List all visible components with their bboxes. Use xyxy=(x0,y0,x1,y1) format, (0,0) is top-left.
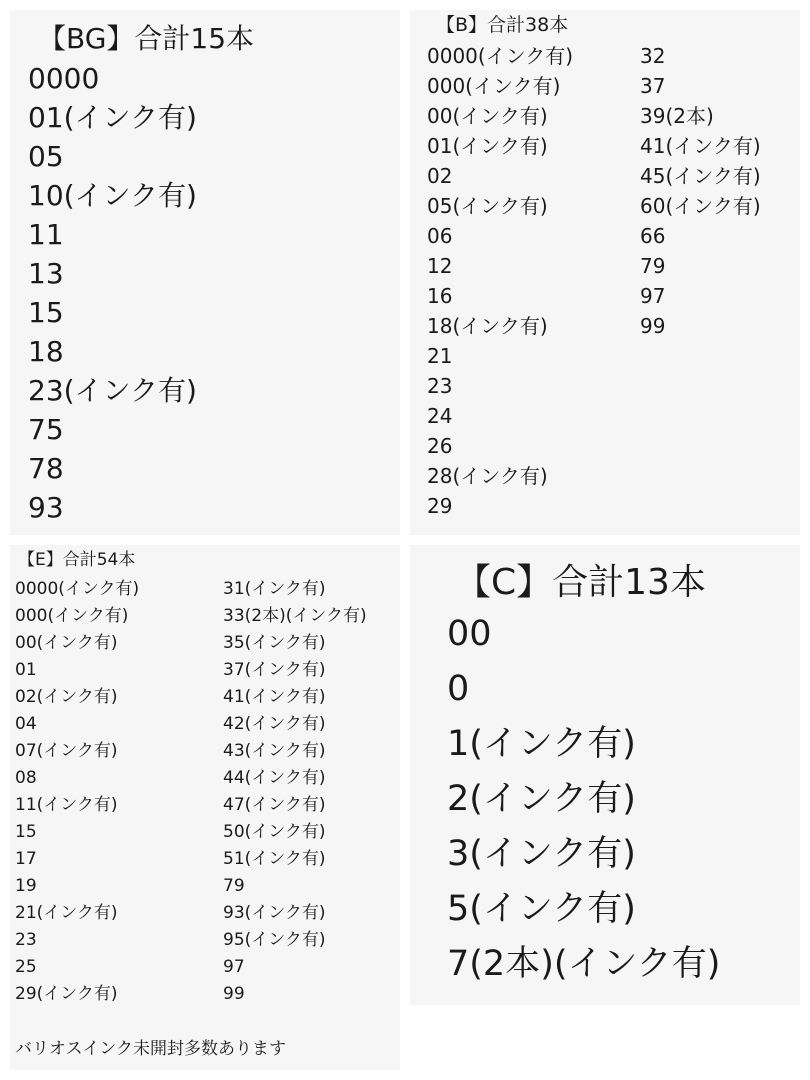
bg-list-item: 10(インク有) xyxy=(28,179,197,212)
e-list-item: 11(インク有) xyxy=(15,795,118,815)
e-list-item: 79 xyxy=(223,876,245,896)
e-list-item: 17 xyxy=(15,849,37,869)
b-list-item: 66 xyxy=(640,224,666,248)
e-list-item: 08 xyxy=(15,768,37,788)
b-list-item: 05(インク有) xyxy=(427,194,548,218)
e-list-item: 07(インク有) xyxy=(15,741,118,761)
b-list-item: 01(インク有) xyxy=(427,134,548,158)
e-list-item: 95(インク有) xyxy=(223,930,326,950)
b-list-title: 【B】合計38本 xyxy=(436,14,569,36)
bg-list-panel xyxy=(10,10,400,535)
e-list-item: 41(インク有) xyxy=(223,687,326,707)
e-list-title: 【E】合計54本 xyxy=(18,550,136,570)
bg-list-item: 05 xyxy=(28,140,64,173)
bg-list-item: 11 xyxy=(28,218,64,251)
b-list-item: 97 xyxy=(640,284,666,308)
e-list-item: 47(インク有) xyxy=(223,795,326,815)
e-list-item: 35(インク有) xyxy=(223,633,326,653)
e-list-item: 31(インク有) xyxy=(223,579,326,599)
bg-list-item: 0000 xyxy=(28,62,100,95)
b-list-item: 45(インク有) xyxy=(640,164,761,188)
b-list-item: 60(インク有) xyxy=(640,194,761,218)
e-list-item: 37(インク有) xyxy=(223,660,326,680)
e-list-item: 51(インク有) xyxy=(223,849,326,869)
bg-list-item: 15 xyxy=(28,296,64,329)
b-list-item: 0000(インク有) xyxy=(427,44,574,68)
c-list-item: 7(2本)(インク有) xyxy=(447,944,721,984)
c-list-item: 0 xyxy=(447,669,470,709)
e-list-note: バリオスインク未開封多数あります xyxy=(15,1039,286,1059)
c-list-item: 3(インク有) xyxy=(447,834,636,874)
b-list-item: 29 xyxy=(427,494,453,518)
b-list-item: 06 xyxy=(427,224,453,248)
e-list-item: 43(インク有) xyxy=(223,741,326,761)
c-list-item: 1(インク有) xyxy=(447,724,636,764)
b-list-item: 28(インク有) xyxy=(427,464,548,488)
e-list-item: 00(インク有) xyxy=(15,633,118,653)
e-list-item: 000(インク有) xyxy=(15,606,129,626)
c-list-item: 5(インク有) xyxy=(447,889,636,929)
b-list-item: 02 xyxy=(427,164,453,188)
bg-list-item: 23(インク有) xyxy=(28,374,197,407)
b-list-item: 79 xyxy=(640,254,666,278)
b-list-item: 21 xyxy=(427,344,453,368)
bg-list-item: 75 xyxy=(28,413,64,446)
e-list-item: 42(インク有) xyxy=(223,714,326,734)
b-list-item: 37 xyxy=(640,74,666,98)
e-list-item: 23 xyxy=(15,930,37,950)
c-list-panel xyxy=(410,545,800,1005)
bg-list-title: 【BG】合計15本 xyxy=(38,22,255,55)
b-list-item: 12 xyxy=(427,254,453,278)
c-list-item: 00 xyxy=(447,614,492,654)
b-list-item: 32 xyxy=(640,44,666,68)
c-list-item: 2(インク有) xyxy=(447,779,636,819)
b-list-item: 00(インク有) xyxy=(427,104,548,128)
e-list-item: 01 xyxy=(15,660,37,680)
e-list-item: 19 xyxy=(15,876,37,896)
e-list-item: 02(インク有) xyxy=(15,687,118,707)
c-list-title: 【C】合計13本 xyxy=(455,562,706,603)
b-list-item: 99 xyxy=(640,314,666,338)
b-list-item: 000(インク有) xyxy=(427,74,561,98)
b-list-item: 18(インク有) xyxy=(427,314,548,338)
b-list-item: 24 xyxy=(427,404,453,428)
e-list-item: 99 xyxy=(223,984,245,1004)
b-list-panel xyxy=(410,10,800,535)
e-list-item: 97 xyxy=(223,957,245,977)
e-list-panel xyxy=(10,545,400,1070)
e-list-item: 21(インク有) xyxy=(15,903,118,923)
e-list-item: 44(インク有) xyxy=(223,768,326,788)
b-list-item: 39(2本) xyxy=(640,104,714,128)
bg-list-item: 78 xyxy=(28,452,64,485)
bg-list-item: 01(インク有) xyxy=(28,101,197,134)
b-list-item: 26 xyxy=(427,434,453,458)
b-list-item: 16 xyxy=(427,284,453,308)
e-list-item: 0000(インク有) xyxy=(15,579,140,599)
e-list-item: 29(インク有) xyxy=(15,984,118,1004)
b-list-item: 23 xyxy=(427,374,453,398)
e-list-item: 25 xyxy=(15,957,37,977)
bg-list-item: 18 xyxy=(28,335,64,368)
bg-list-item: 93 xyxy=(28,491,64,524)
e-list-item: 04 xyxy=(15,714,37,734)
b-list-item: 41(インク有) xyxy=(640,134,761,158)
e-list-item: 33(2本)(インク有) xyxy=(223,606,367,626)
e-list-item: 15 xyxy=(15,822,37,842)
bg-list-item: 13 xyxy=(28,257,64,290)
e-list-item: 93(インク有) xyxy=(223,903,326,923)
e-list-item: 50(インク有) xyxy=(223,822,326,842)
